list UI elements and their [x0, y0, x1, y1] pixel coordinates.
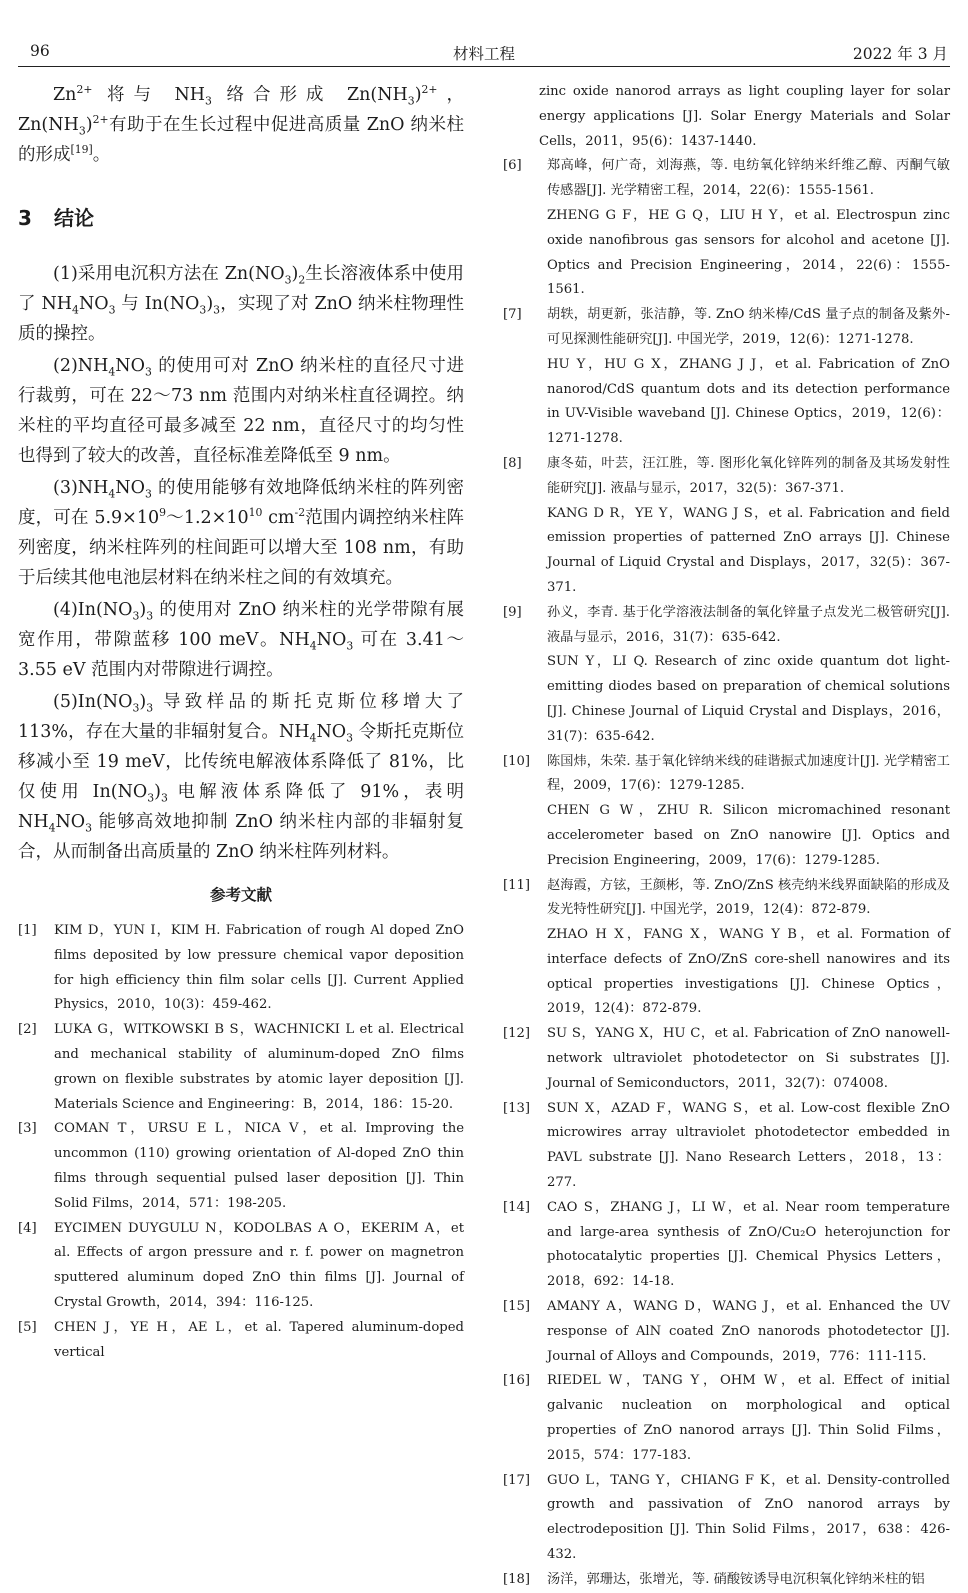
conclusion-item: $(5)In(NO_3)_3$ 导致样品的斯托克斯位移增大了 113%，存在大量的非辐射复合。$NH_4NO_3$ 令斯托克斯位移减小至 19 meV，比传统电解液体系降低了 81%，比仅使用 $In(NO_3)_3$ 电解液体系降低了 91%，表明 $NH_4NO_3$ 能够高效地抑制 ZnO 纳米柱内部的非辐射复合，从而制备出高质量的 ZnO 纳米柱阵列材料。 — [18, 692, 465, 862]
conclusion-item: (1)采用电沉积方法在 $Zn(NO_3)_2$生长溶液体系中使用了 $NH_4NO_3$ 与 $In(NO_3)_3$，实现了对 ZnO 纳米柱物理性质的操控。 — [18, 264, 464, 344]
reference-item — [503, 154, 950, 303]
reference-text: 康冬茹，叶芸，汪江胜，等. 图形化氧化锌阵列的制备及其场发射性能研究[J]. 液晶与显示，2017，32(5)：367-371. — [547, 455, 950, 496]
reference-text: 赵海霞，方铉，王颜彬，等. ZnO/ZnS 核壳纳米线界面缺陷的形成及发光特性研究[J]. 中国光学，2019，12(4)：872-879. — [547, 877, 950, 918]
reference-text: ZHAO H X，FANG X，WANG Y B，et al. Formation of interface defects of ZnO/ZnS core-shell nanowires and its optical properties investigations [J]. Chinese Optics，2019，12(4)：872-879. — [547, 927, 950, 1017]
reference-item — [18, 919, 464, 1018]
reference-body — [54, 1316, 464, 1366]
conclusion-item: $(3)NH_4NO_3$ 的使用能够有效地降低纳米柱的阵列密度，可在 $5.9\times 10^9\sim 1.2\times 10^{10}$ $cm^{-2}$范围内调控纳米柱阵列密度，纳米柱阵列的柱间距可以增大至 108 nm，有助于后续其他电池层材料在纳米柱之间的有效填充。 — [18, 478, 465, 588]
reference-text: LUKA G，WITKOWSKI B S，WACHNICKI L et al. Electrical and mechanical stability of aluminum-doped ZnO films grown on flexible substrates by atomic layer deposition [J]. Materials Science and Engineering：B，2014，186：15-20. — [54, 1022, 464, 1112]
section-number: 3 — [18, 206, 32, 230]
reference-item — [503, 1568, 950, 1593]
reference-item — [503, 1469, 950, 1568]
reference-body — [547, 1568, 950, 1593]
reference-text: KIM D，YUN I，KIM H. Fabrication of rough Al doped ZnO films deposited by low pressure chemical vapor deposition for high efficiency thin film solar cells [J]. Current Applied Physics，2010，10(3)：459-462. — [54, 923, 464, 1013]
reference-item — [503, 1097, 950, 1196]
reference-item — [18, 1217, 464, 1316]
reference-number: [4] — [18, 1220, 37, 1236]
reference-item — [503, 1022, 950, 1096]
reference-text: COMAN T，URSU E L，NICA V，et al. Improving the uncommon (110) growing orientation of Al-doped ZnO thin films through sequential pulsed laser deposition [J]. Thin Solid Films，2014，571：198-205. — [54, 1121, 464, 1211]
conclusion-item: $(2)NH_4NO_3$ 的使用可对 ZnO 纳米柱的直径尺寸进行裁剪，可在 22～73 nm 范围内对纳米柱直径调控。纳米柱的平均直径可最多减至 22 nm，直径尺寸的均匀性也得到了较大的改善，直径标准差降低至 9 nm。 — [18, 356, 464, 466]
reference-number: [14] — [503, 1199, 531, 1215]
page-number: 96 — [30, 42, 50, 60]
reference-item — [18, 1117, 464, 1216]
reference-number: [1] — [18, 923, 37, 938]
reference-item — [503, 750, 950, 874]
reference-text: CAO S，ZHANG J，LI W，et al. Near room temperature and large-area synthesis of ZnO/Cu₂O heterojunction for photocatalytic properties [J]. Chemical Physics Letters，2018，692：14-18. — [547, 1199, 950, 1290]
reference-body — [54, 1018, 464, 1117]
reference-text: 汤洋，郭珊达，张增光，等. 硝酸铵诱导电沉积氧化锌纳米柱的铝 — [547, 1571, 925, 1587]
reference-body — [547, 154, 950, 303]
reference-body — [547, 874, 950, 1023]
reference-item — [503, 874, 950, 1023]
reference-body — [54, 919, 464, 1018]
reference-body — [547, 1097, 950, 1196]
reference-text: SUN X，AZAD F，WANG S，et al. Low-cost flexible ZnO microwires array ultraviolet photodetector embedded in PAVL substrate [J]. Nano Research Letters，2018，13：277. — [547, 1100, 950, 1191]
intro-paragraph: $Zn^{2+}$ 将与 $NH_3$ 络合形成 $Zn(NH_3)^{2+}$，$Zn(NH_3)^{2+}$有助于在生长过程中促进高质量 ZnO 纳米柱的形成[19]。 — [18, 83, 464, 165]
references-list-right — [503, 154, 950, 1592]
reference-number: [5] — [18, 1319, 37, 1335]
reference-text: GUO L，TANG Y，CHIANG F K，et al. Density-controlled growth and passivation of ZnO nanorod arrays by electrodeposition [J]. Thin Solid Films，2017，638：426-432. — [547, 1472, 950, 1563]
conclusion-item: $(4)In(NO_3)_3$ 的使用对 ZnO 纳米柱的光学带隙有展宽作用，带隙蓝移 100 meV。$NH_4NO_3$ 可在 3.41～3.55 eV 范围内对带隙进行调控。 — [18, 600, 464, 680]
reference-number: [9] — [503, 604, 522, 620]
reference-number: [8] — [503, 455, 522, 471]
reference-text: CHEN J，YE H，AE L，et al. Tapered aluminum-doped vertical — [54, 1319, 464, 1360]
reference-body — [547, 1196, 950, 1295]
reference-item — [503, 1295, 950, 1369]
section-title: 结论 — [54, 206, 94, 230]
reference-item — [503, 452, 950, 601]
reference-number: [18] — [503, 1571, 531, 1587]
reference-text: 胡轶，胡更新，张洁静，等. ZnO 纳米棒/CdS 量子点的制备及紫外-可见探测性能研究[J]. 中国光学，2019，12(6)：1271-1278. — [547, 307, 950, 347]
reference-number: [11] — [503, 877, 531, 893]
reference-text: CHEN G W，ZHU R. Silicon micromachined resonant accelerometer based on ZnO nanowire [J]. Optics and Precision Engineering，2009，17(6)：1279-1285. — [547, 803, 950, 868]
reference-number: [7] — [503, 307, 522, 323]
right-column — [503, 80, 950, 1593]
issue-date: 2022 年 3 月 — [852, 45, 948, 63]
reference-body — [547, 601, 950, 750]
journal-title: 材料工程 — [452, 45, 515, 63]
reference-body — [547, 1295, 950, 1369]
section-heading — [18, 202, 464, 231]
reference-item — [503, 1196, 950, 1295]
reference-5-continued: zinc oxide nanorod arrays as light coupling layer for solar energy applications [J]. Solar Energy Materials and Solar Cells，2011，95(6)：1437-1440. — [539, 84, 950, 149]
references-list-left — [18, 919, 464, 1365]
reference-text: SUN Y，LI Q. Research of zinc oxide quantum dot light-emitting diodes based on preparation of chemical solutions [J]. Chinese Journal of Liquid Crystal and Displays，2016，31(7)：635-642. — [547, 654, 950, 744]
reference-number: [3] — [18, 1121, 37, 1137]
reference-number: [13] — [503, 1100, 531, 1116]
reference-item — [503, 601, 950, 750]
conclusions-list — [18, 259, 464, 867]
reference-body — [547, 1469, 950, 1568]
reference-number: [17] — [503, 1472, 531, 1488]
reference-text: RIEDEL W，TANG Y，OHM W，et al. Effect of initial galvanic nucleation on morphological and optical properties of ZnO nanorod arrays [J]. Thin Solid Films，2015，574：177-183. — [547, 1373, 950, 1463]
reference-number: [6] — [503, 158, 522, 174]
reference-number: [16] — [503, 1373, 531, 1389]
reference-text: ZHENG G F，HE G Q，LIU H Y，et al. Electrospun zinc oxide nanofibrous gas sensors for alcohol and acetone [J]. Optics and Precision Engineering，2014，22(6)：1555-1561. — [547, 207, 950, 298]
reference-text: 孙义，李青. 基于化学溶液法制备的氧化锌量子点发光二极管研究[J]. 液晶与显示，2016，31(7)：635-642. — [547, 604, 950, 645]
reference-number: [12] — [503, 1026, 531, 1042]
left-column — [18, 80, 464, 1365]
reference-text: EYCIMEN DUYGULU N，KODOLBAS A O，EKERIM A，et al. Effects of argon pressure and r. f. power on magnetron sputtered aluminum doped ZnO thin films [J]. Journal of Crystal Growth，2014，394：116-125. — [54, 1220, 464, 1310]
reference-number: [10] — [503, 753, 531, 769]
running-header — [18, 38, 950, 67]
reference-text: HU Y，HU G X，ZHANG J J，et al. Fabrication of ZnO nanorod/CdS quantum dots and its detection performance in UV-Visible waveband [J]. Chinese Optics，2019，12(6)：1271-1278. — [547, 356, 950, 447]
reference-body — [547, 1369, 950, 1468]
reference-body — [547, 750, 950, 874]
reference-body — [54, 1217, 464, 1316]
reference-text: SU S，YANG X，HU C，et al. Fabrication of ZnO nanowell-network ultraviolet photodetector on Si substrates [J]. Journal of Semiconductors，2011，32(7)：074008. — [547, 1026, 950, 1091]
reference-body — [547, 303, 950, 452]
reference-text: 陈国炜，朱荣. 基于氧化锌纳米线的硅谐振式加速度计[J]. 光学精密工程，2009，17(6)：1279-1285. — [547, 753, 950, 794]
reference-text: AMANY A，WANG D，WANG J，et al. Enhanced the UV response of AlN coated ZnO nanorods photodetector [J]. Journal of Alloys and Compounds，2019，776：111-115. — [547, 1299, 950, 1364]
reference-text: KANG D R，YE Y，WANG J S，et al. Fabrication and field emission properties of patterned ZnO arrays [J]. Chinese Journal of Liquid Crystal and Displays，2017，32(5)：367-371. — [547, 505, 950, 595]
reference-body — [54, 1117, 464, 1216]
reference-item — [503, 1369, 950, 1468]
reference-text: 郑高峰，何广奇，刘海燕，等. 电纺氧化锌纳米纤维乙醇、丙酮气敏传感器[J]. 光学精密工程，2014，22(6)：1555-1561. — [547, 158, 950, 199]
references-heading: 参考文献 — [209, 886, 272, 904]
reference-body — [547, 1022, 950, 1096]
reference-number: [15] — [503, 1299, 531, 1315]
reference-item — [503, 303, 950, 452]
reference-number: [2] — [18, 1022, 37, 1038]
reference-item — [18, 1018, 464, 1117]
reference-body — [547, 452, 950, 601]
reference-item — [18, 1316, 464, 1366]
